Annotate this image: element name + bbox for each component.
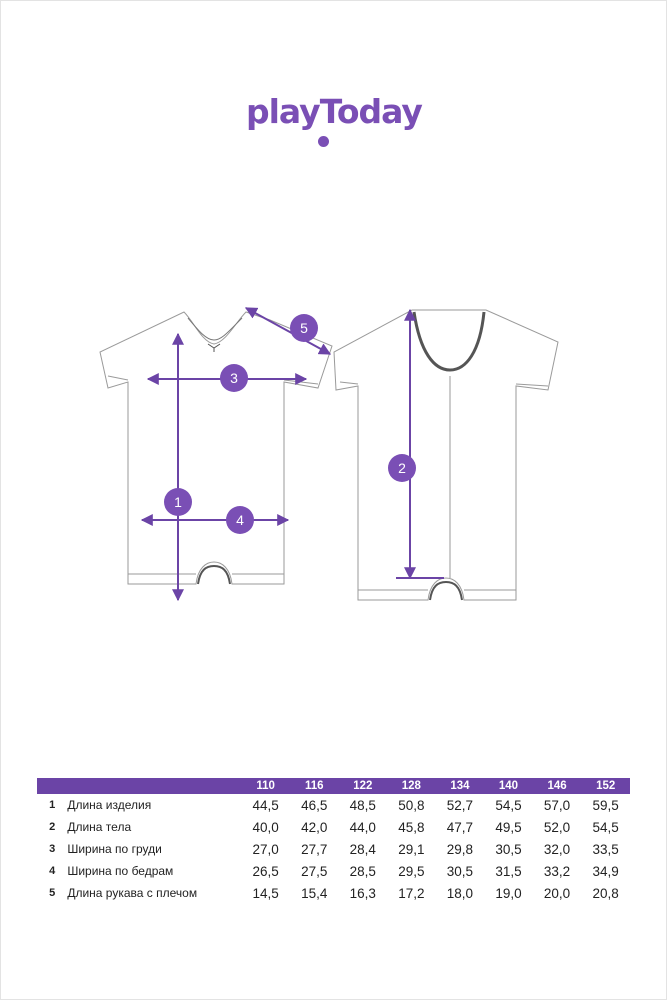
size-header: 134 — [436, 778, 485, 794]
measurement-value: 44,5 — [252, 797, 279, 813]
measurement-value: 28,5 — [349, 863, 376, 879]
size-header: 122 — [339, 778, 388, 794]
measurement-value: 34,9 — [592, 863, 619, 879]
back-leg-trim — [430, 582, 462, 600]
size-header: 146 — [533, 778, 582, 794]
measurement-value: 28,4 — [349, 841, 376, 857]
measurement-value: 42,0 — [301, 819, 328, 835]
measurement-value: 40,0 — [252, 819, 279, 835]
marker-label-3: 3 — [230, 370, 238, 386]
row-number: 4 — [49, 865, 56, 877]
measurement-value: 17,2 — [398, 885, 425, 901]
measurement-name: Длина изделия — [67, 798, 152, 812]
size-table — [37, 778, 630, 904]
table-row — [37, 882, 630, 904]
measurement-value: 59,5 — [592, 797, 619, 813]
measurement-value: 15,4 — [301, 885, 328, 901]
measurement-value: 54,5 — [592, 819, 619, 835]
measurement-value: 29,8 — [446, 841, 474, 857]
measurement-value: 57,0 — [543, 797, 571, 813]
marker-badge-4 — [226, 506, 254, 534]
header-blank — [67, 778, 241, 794]
measurement-value: 18,0 — [446, 885, 474, 901]
table-row — [37, 838, 630, 860]
row-number: 5 — [49, 887, 56, 899]
front-leg-trim — [198, 566, 230, 584]
size-header: 116 — [290, 778, 339, 794]
measurement-value: 29,5 — [398, 863, 425, 879]
table-row — [37, 816, 630, 838]
marker-label-2: 2 — [398, 460, 406, 476]
measurement-value: 30,5 — [446, 863, 474, 879]
row-number: 1 — [49, 799, 56, 811]
size-header: 110 — [241, 778, 290, 794]
front-bow-icon — [208, 344, 220, 352]
measurement-value: 31,5 — [495, 863, 522, 879]
measurement-name: Ширина по бедрам — [67, 864, 174, 878]
measure-lines-front — [142, 308, 330, 600]
measurement-value: 20,0 — [543, 885, 571, 901]
measurement-value: 26,5 — [252, 863, 279, 879]
table-row — [37, 860, 630, 882]
size-header: 140 — [484, 778, 533, 794]
marker-label-4: 4 — [236, 512, 244, 528]
marker-label-1: 1 — [174, 494, 182, 510]
marker-badge-2 — [388, 454, 416, 482]
measurement-value: 27,5 — [301, 863, 328, 879]
size-header: 152 — [581, 778, 630, 794]
logo-dot-icon — [318, 136, 329, 147]
measurement-name: Длина тела — [67, 820, 132, 834]
measurement-value: 52,0 — [543, 819, 571, 835]
size-header: 128 — [387, 778, 436, 794]
measurement-value: 45,8 — [398, 819, 425, 835]
measurement-value: 27,0 — [252, 841, 279, 857]
brand-logo — [246, 92, 426, 152]
measurement-value: 49,5 — [495, 819, 522, 835]
measurement-value: 50,8 — [398, 797, 425, 813]
size-header-row — [37, 778, 630, 794]
marker-badge-3 — [220, 364, 248, 392]
measurement-value: 27,7 — [301, 841, 328, 857]
row-number: 2 — [49, 821, 56, 833]
measurement-value: 52,7 — [446, 797, 474, 813]
marker-badge-1 — [164, 488, 192, 516]
measurement-value: 33,2 — [543, 863, 571, 879]
back-garment — [334, 310, 558, 600]
row-number: 3 — [49, 843, 56, 855]
measurement-name: Длина рукава с плечом — [67, 886, 198, 900]
measurement-value: 48,5 — [349, 797, 376, 813]
measurement-value: 19,0 — [495, 885, 522, 901]
logo-text: playToday — [246, 92, 422, 131]
table-row — [37, 794, 630, 816]
measurement-value: 46,5 — [301, 797, 328, 813]
measurement-value: 32,0 — [543, 841, 571, 857]
measurement-value: 33,5 — [592, 841, 619, 857]
measure-lines-back — [396, 310, 444, 578]
measurement-value: 29,1 — [398, 841, 425, 857]
marker-label-5: 5 — [300, 320, 308, 336]
measurement-value: 44,0 — [349, 819, 376, 835]
measurement-value: 30,5 — [495, 841, 522, 857]
back-neck-trim — [414, 312, 484, 370]
measurement-value: 14,5 — [252, 885, 279, 901]
header-blank — [37, 778, 67, 794]
marker-badge-5 — [290, 314, 318, 342]
front-garment — [100, 312, 332, 584]
measurement-name: Ширина по груди — [67, 842, 162, 856]
garment-diagram — [96, 296, 576, 616]
measurement-value: 20,8 — [592, 885, 619, 901]
measurement-value: 47,7 — [446, 819, 474, 835]
measurement-value: 16,3 — [349, 885, 376, 901]
measurement-value: 54,5 — [495, 797, 522, 813]
